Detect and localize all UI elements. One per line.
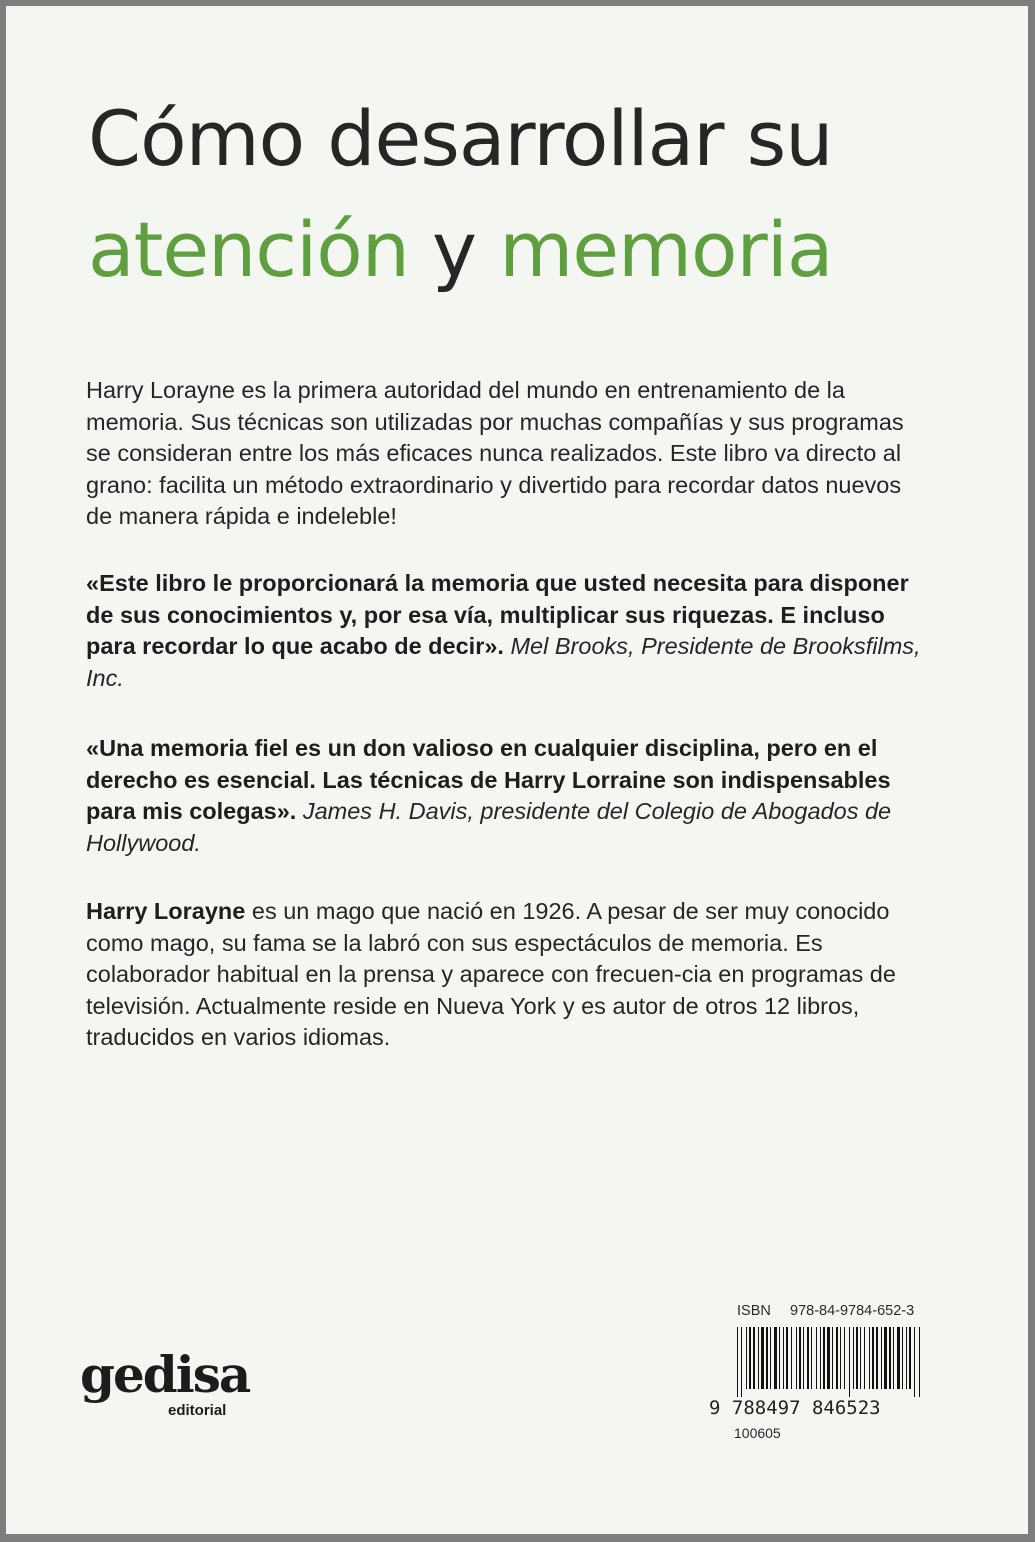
barcode-digits: 9 788497 846523 (709, 1397, 881, 1419)
publisher-logo (80, 1345, 250, 1419)
title-word-memoria: memoria (499, 205, 833, 294)
quote-brooks-text: «Este libro le proporcionará la memoria que usted necesita para disponer de sus conocimientos y, por esa vía, multiplicar sus riquezas. E incluso para recordar lo que acabo de decir». (86, 570, 909, 659)
publisher-name: gedisa (80, 1345, 250, 1404)
publisher-sub: editorial (168, 1402, 227, 1419)
intro-paragraph: Harry Lorayne es la primera autoridad del mundo en entrenamiento de la memoria. Sus técnicas son utilizadas por muchas compañías y sus programas se consideran entre los más eficaces nunca realizados. Este libro va directo al grano: facilita un método extraordinario y divertido para recordar datos nuevos de manera rápida e indeleble! (86, 377, 904, 529)
title-line-2 (88, 205, 833, 294)
quote-davis (86, 733, 926, 859)
quote-davis-text: «Una memoria fiel es un don valioso en cualquier disciplina, pero en el derecho es esencial. Las técnicas de Harry Lorraine son indispensables para mis colegas». (86, 735, 891, 824)
author-bio (86, 896, 926, 1054)
quote-davis-attribution: James H. Davis, presidente del Colegio de Abogados de Hollywood. (86, 798, 892, 856)
author-name: Harry Lorayne (86, 898, 246, 924)
isbn-value: 978-84-9784-652-3 (790, 1303, 915, 1319)
title-word-atencion: atención (88, 205, 409, 294)
reference-code: 100605 (734, 1425, 781, 1441)
quote-brooks (86, 568, 926, 694)
title-word-y: y (432, 205, 477, 294)
title-line-1: Cómo desarrollar su (88, 94, 833, 183)
quote-brooks-attribution: Mel Brooks, Presidente de Brooksfilms, Inc. (86, 633, 921, 691)
barcode-icon (735, 1327, 922, 1397)
author-bio-text: es un mago que nació en 1926. A pesar de ser muy conocido como mago, su fama se la labró con sus espectáculos de memoria. Es colaborador habitual en la prensa y aparece con frecuen-cia en programas de televisión. Actualmente reside en Nueva York y es autor de otros 12 libros, traducidos en varios idiomas. (86, 898, 896, 1050)
isbn-label: ISBN (737, 1303, 771, 1319)
